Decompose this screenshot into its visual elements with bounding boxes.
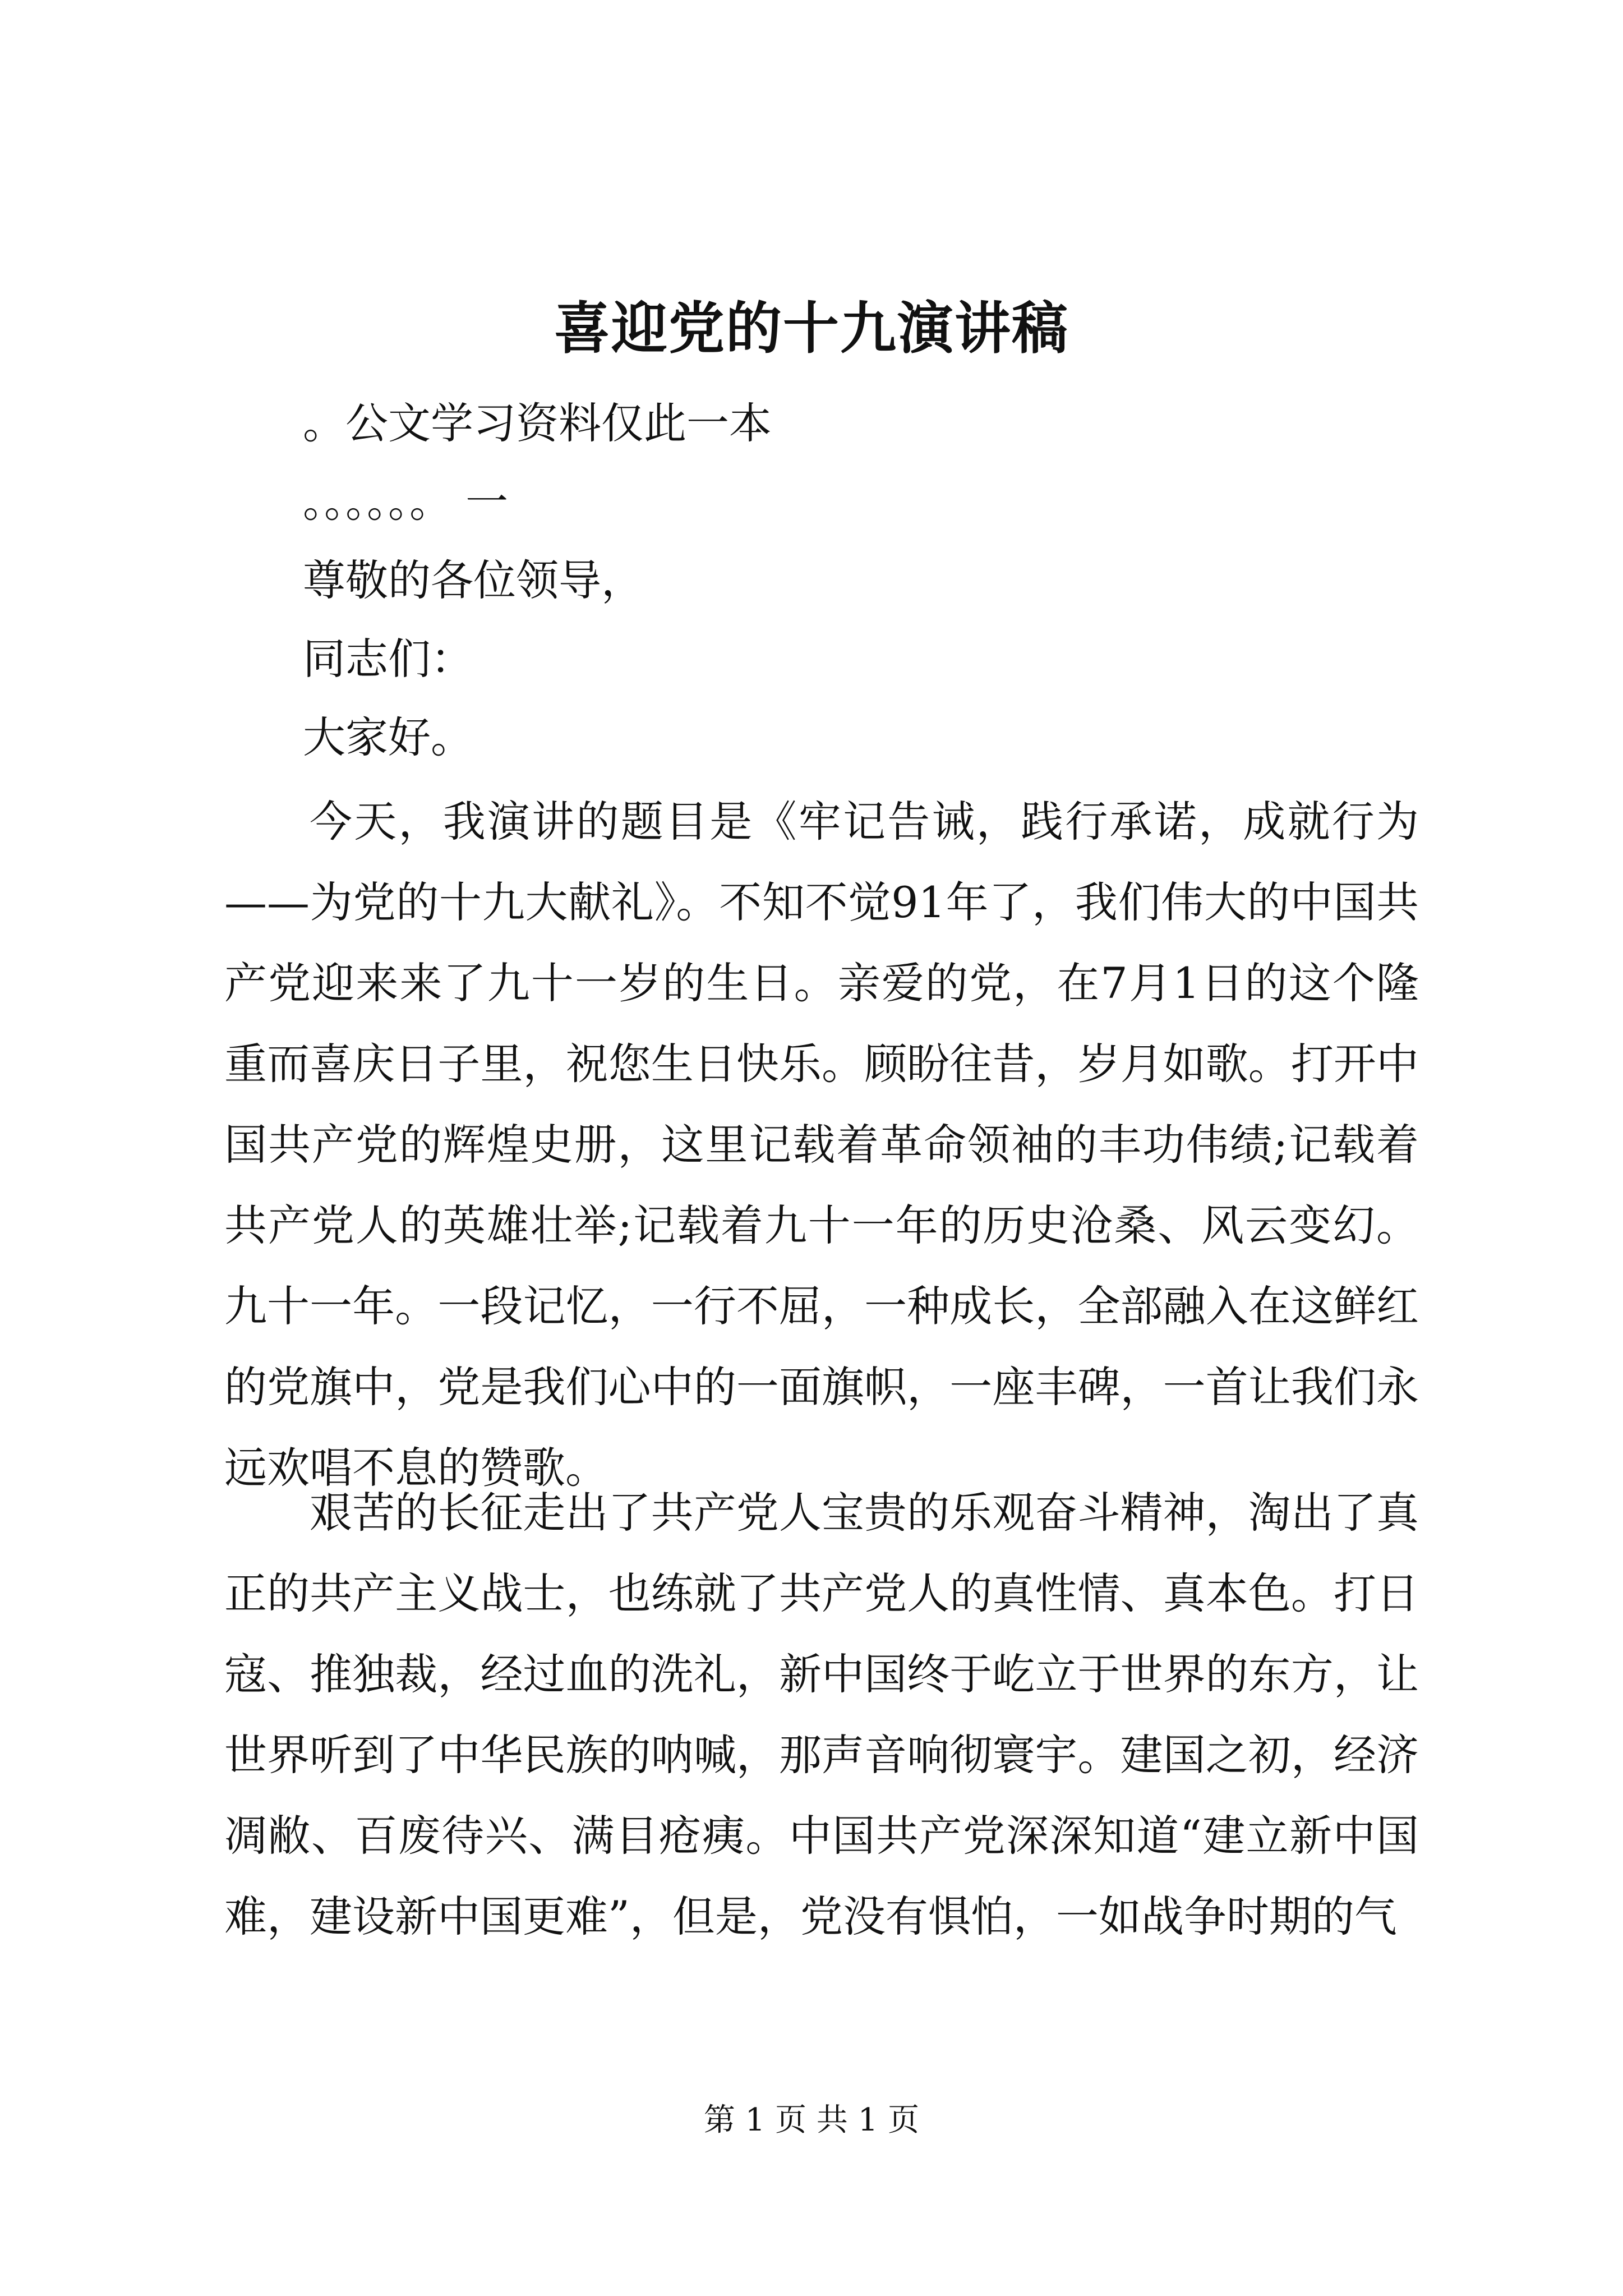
note-line: 。公文学习资料仅此一本 (303, 398, 772, 448)
paragraph-2: 艰苦的长征走出了共产党人宝贵的乐观奋斗精神，淘出了真正的共产主义战士，也练就了共产党人的真性情、真本色。打日寇、推独裁，经过血的洗礼，新中国终于屹立于世界的东方，让世界听到了中华民族的呐喊，那声音响彻寰宇。建国之初，经济凋敝、百废待兴、满目疮痍。中国共产党深深知道“建立新中国难，建设新中国更难”，但是，党没有惧怕，一如战争时期的气 (224, 1488, 1419, 1941)
document-title: 喜迎党的十九演讲稿 (554, 295, 1069, 361)
page-footer: 第 1 页 共 1 页 (703, 2102, 920, 2138)
dots-line: 。。。。。。 一 (303, 477, 509, 527)
salutation-comrades: 同志们： (303, 634, 473, 684)
salutation-leaders: 尊敬的各位领导， (303, 555, 644, 605)
greeting: 大家好。 (303, 712, 473, 762)
paragraph-1: 今天，我演讲的题目是《牢记告诫，践行承诺，成就行为——为党的十九大献礼》。不知不觉91年了，我们伟大的中国共产党迎来来了九十一岁的生日。亲爱的党，在7月1日的这个隆重而喜庆日子里，祝您生日快乐。顾盼往昔，岁月如歌。打开中国共产党的辉煌史册，这里记载着革命领袖的丰功伟绩;记载着共产党人的英雄壮举;记载着九十一年的历史沧桑、风云变幻。九十一年。一段记忆，一行不屈，一种成长，全部融入在这鲜红的党旗中，党是我们心中的一面旗帜，一座丰碑，一首让我们永远欢唱不息的赞歌。 (224, 797, 1419, 1493)
